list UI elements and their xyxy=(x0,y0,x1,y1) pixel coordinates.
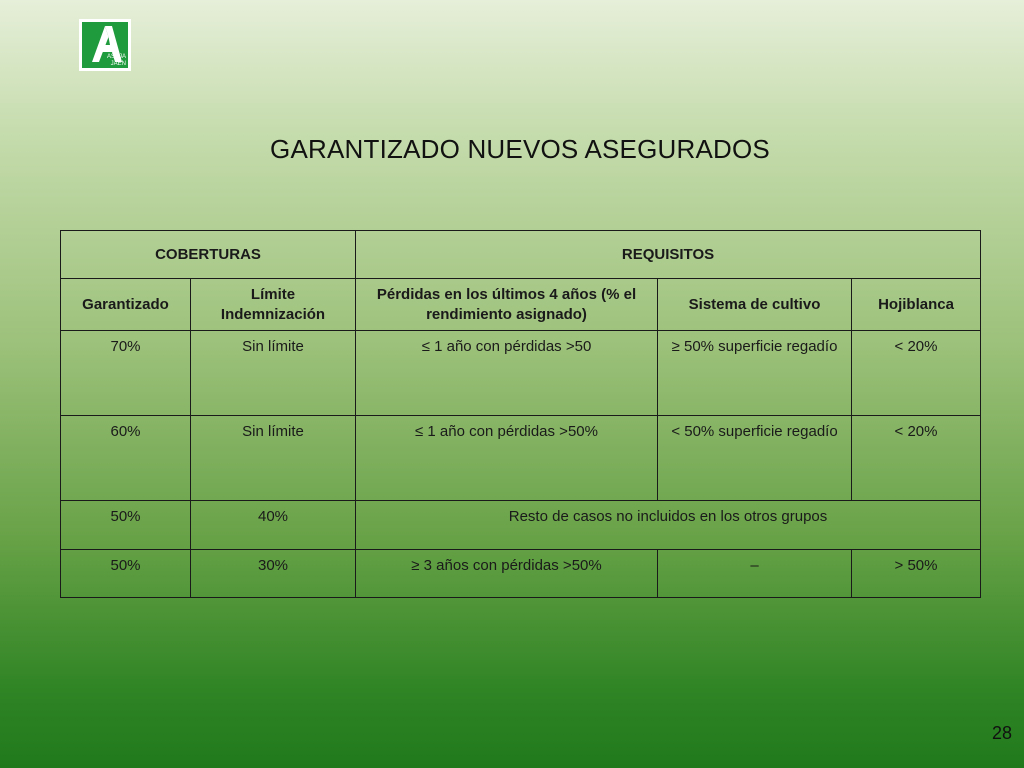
col-header-limite-indemnizacion: Límite Indemnización xyxy=(191,279,356,331)
cell-limite: Sin límite xyxy=(191,416,356,501)
group-header-row xyxy=(61,231,981,279)
cell-hojiblanca: < 20% xyxy=(852,331,981,416)
group-header-coberturas: COBERTURAS xyxy=(61,231,356,279)
logo-text-jaen: JAÉN xyxy=(110,61,126,67)
page-number: 28 xyxy=(991,723,1012,743)
cell-hojiblanca: < 20% xyxy=(852,416,981,501)
coverage-requirements-table xyxy=(60,230,981,598)
cell-sistema: – xyxy=(658,550,852,598)
cell-perdidas: ≤ 1 año con pérdidas >50 xyxy=(356,331,658,416)
cell-limite: 40% xyxy=(191,501,356,550)
cell-perdidas: ≤ 1 año con pérdidas >50% xyxy=(356,416,658,501)
cell-sistema: < 50% superficie regadío xyxy=(658,416,852,501)
col-header-perdidas: Pérdidas en los últimos 4 años (% el rendimiento asignado) xyxy=(356,279,658,331)
cell-garantizado: 50% xyxy=(61,550,191,598)
cell-hojiblanca: > 50% xyxy=(852,550,981,598)
col-header-sistema-cultivo: Sistema de cultivo xyxy=(658,279,852,331)
col-header-hojiblanca: Hojiblanca xyxy=(852,279,981,331)
cell-limite: 30% xyxy=(191,550,356,598)
cell-garantizado: 70% xyxy=(61,331,191,416)
table-row xyxy=(61,501,981,550)
col-header-garantizado: Garantizado xyxy=(61,279,191,331)
table-row xyxy=(61,550,981,598)
cell-resto-casos: Resto de casos no incluidos en los otros grupos xyxy=(356,501,981,550)
cell-garantizado: 60% xyxy=(61,416,191,501)
slide-title: GARANTIZADO NUEVOS ASEGURADOS xyxy=(270,134,770,164)
table-row xyxy=(61,416,981,501)
cell-garantizado: 50% xyxy=(61,501,191,550)
asaja-jaen-logo xyxy=(79,19,131,71)
logo-text-asaja: ASAJA xyxy=(106,54,126,60)
cell-perdidas: ≥ 3 años con pérdidas >50% xyxy=(356,550,658,598)
cell-limite: Sin límite xyxy=(191,331,356,416)
group-header-requisitos: REQUISITOS xyxy=(356,231,981,279)
table-row xyxy=(61,331,981,416)
column-header-row xyxy=(61,279,981,331)
cell-sistema: ≥ 50% superficie regadío xyxy=(658,331,852,416)
